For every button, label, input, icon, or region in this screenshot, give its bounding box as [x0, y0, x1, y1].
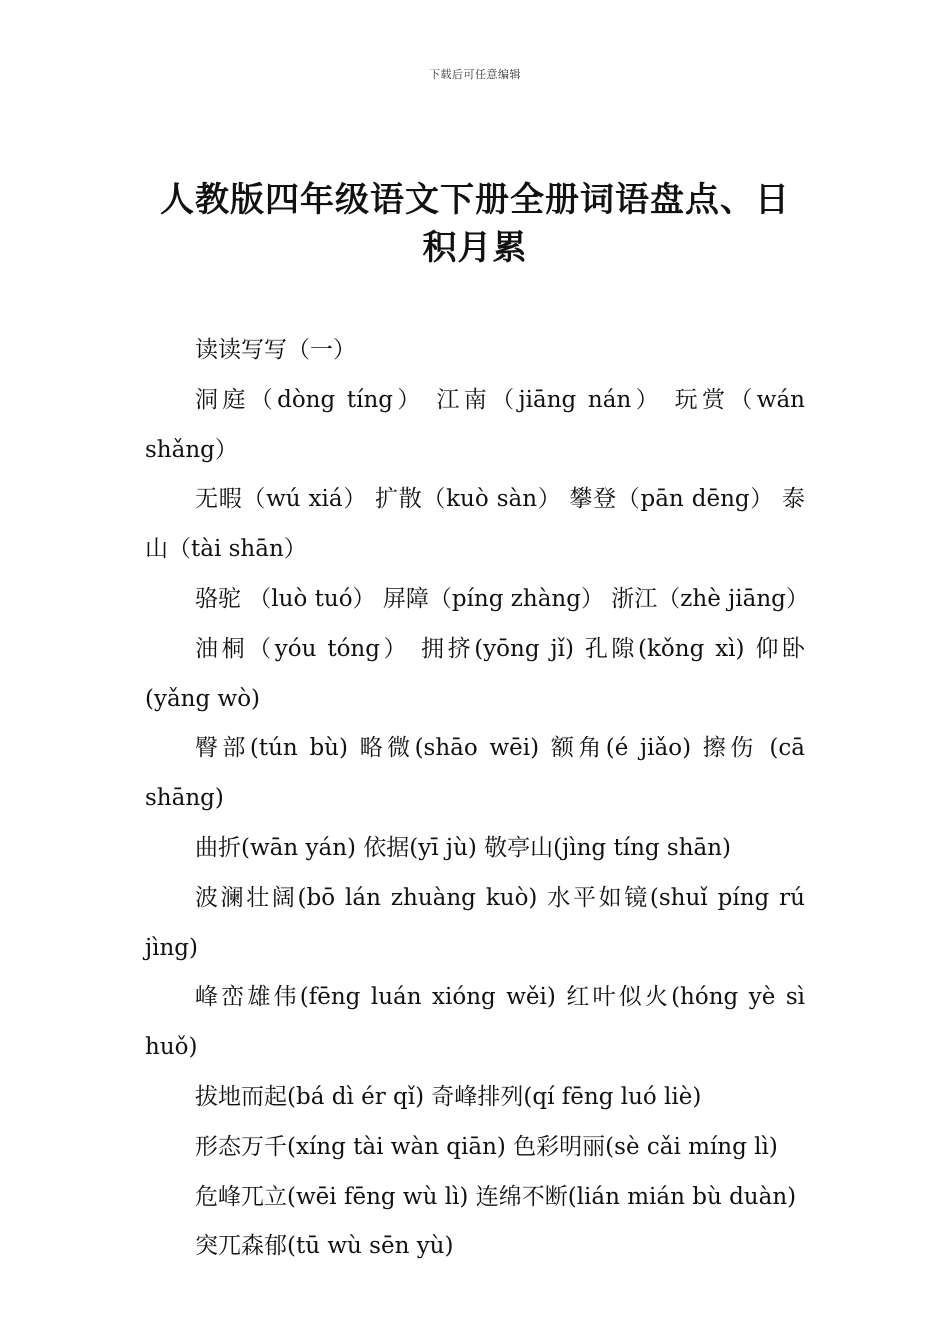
vocab-line: 臀部(tún bù) 略微(shāo wēi) 额角(é jiǎo) 擦伤 (cā shāng) — [145, 735, 805, 812]
vocab-line: 洞庭（dòng tíng） 江南（jiāng nán） 玩赏（wán shǎng） — [145, 386, 805, 463]
vocab-line: 突兀森郁(tū wù sēn yù) — [195, 1233, 454, 1260]
section-heading: 读读写写（一） — [195, 337, 356, 363]
vocab-line: 波澜壮阔(bō lán zhuàng kuò) 水平如镜(shuǐ píng rú jìng) — [145, 884, 805, 961]
vocab-line: 危峰兀立(wēi fēng wù lì) 连绵不断(lián mián bù duàn) — [195, 1183, 797, 1210]
document-title: 人教版四年级语文下册全册词语盘点、日积月累 — [160, 180, 790, 268]
vocab-line: 峰峦雄伟(fēng luán xióng wěi) 红叶似火(hóng yè sì huǒ) — [145, 984, 805, 1061]
vocab-line: 拔地而起(bá dì ér qǐ) 奇峰排列(qí fēng luó liè) — [195, 1083, 702, 1110]
vocab-line: 无暇（wú xiá） 扩散（kuò sàn） 攀登（pān dēng） 泰山（tài shān） — [145, 486, 805, 563]
document-body — [145, 326, 809, 1272]
vocab-line: 骆驼 （luò tuó） 屏障（píng zhàng） 浙江（zhè jiāng） — [195, 585, 809, 612]
vocab-line: 油桐（yóu tóng） 拥挤(yōng jǐ) 孔隙(kǒng xì) 仰卧(yǎng wò) — [145, 635, 805, 712]
page-header-note: 下载后可任意编辑 — [429, 68, 521, 81]
vocab-line: 曲折(wān yán) 依据(yī jù) 敬亭山(jìng tíng shān) — [195, 834, 732, 861]
vocab-line: 形态万千(xíng tài wàn qiān) 色彩明丽(sè cǎi míng lì) — [195, 1133, 778, 1160]
